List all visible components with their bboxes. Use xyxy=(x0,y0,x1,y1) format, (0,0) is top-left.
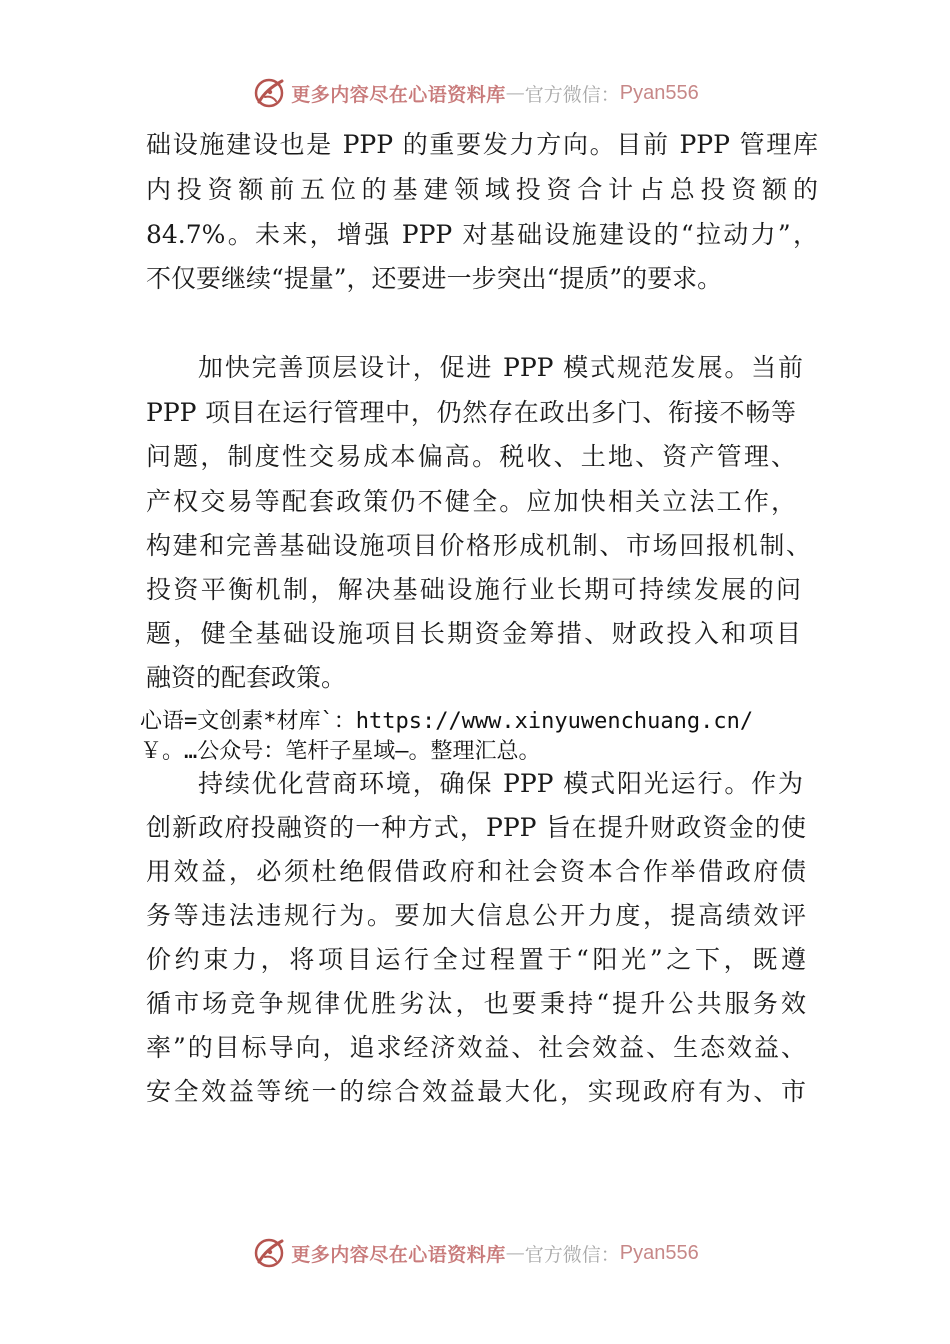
paragraph-3-line: 循市场竞争规律优胜劣汰，也要秉持“提升公共服务效 xyxy=(146,989,806,1018)
brand-logo-icon xyxy=(251,75,287,111)
paragraph-3-line: 率”的目标导向，追求经济效益、社会效益、生态效益、 xyxy=(146,1033,806,1062)
watermark-line-2: ￥。…公众号：笔杆子星域—。整理汇总。 xyxy=(140,739,541,764)
paragraph-1-line: 内投资额前五位的基建领域投资合计占总投资额的 xyxy=(146,175,818,204)
paragraph-2-line: 融资的配套政策。 xyxy=(146,663,347,692)
paragraph-2-line: PPP 项目在运行管理中，仍然存在政出多门、衔接不畅等 xyxy=(146,398,796,427)
paragraph-3-line: 创新政府投融资的一种方式，PPP 旨在提升财政资金的使 xyxy=(146,813,806,842)
header-wechat-id: Pyan556 xyxy=(619,81,699,104)
footer-banner xyxy=(0,1233,950,1273)
header-wechat-label: 官方微信： xyxy=(524,83,620,106)
paragraph-3-line: 用效益，必须杜绝假借政府和社会资本合作举借政府债 xyxy=(146,857,806,886)
footer-wechat-label: 官方微信： xyxy=(524,1243,620,1266)
paragraph-1-line: 础设施建设也是 PPP 的重要发力方向。目前 PPP 管理库 xyxy=(146,130,818,159)
paragraph-2-line: 构建和完善基础设施项目价格形成机制、市场回报机制、 xyxy=(146,531,811,560)
paragraph-3-line: 价约束力，将项目运行全过程置于“阳光”之下，既遵 xyxy=(146,945,806,974)
watermark-line-1: 心语=文创素*材库`：https://www.xinyuwenchuang.cn/ xyxy=(140,709,754,734)
paragraph-2-line: 加快完善顶层设计，促进 PPP 模式规范发展。当前 xyxy=(198,353,803,382)
paragraph-2-line: 投资平衡机制，解决基础设施行业长期可持续发展的问 xyxy=(146,575,801,604)
paragraph-3-line: 务等违法违规行为。要加大信息公开力度，提高绩效评 xyxy=(146,901,806,930)
paragraph-2-line: 题，健全基础设施项目长期资金筹措、财政投入和项目 xyxy=(146,619,801,648)
footer-separator: — xyxy=(505,1242,525,1264)
footer-wechat-id: Pyan556 xyxy=(619,1241,699,1264)
paragraph-3-line: 安全效益等统一的综合效益最大化，实现政府有为、市 xyxy=(146,1077,806,1106)
paragraph-1-line: 84.7%。未来，增强 PPP 对基础设施建设的“拉动力”， xyxy=(146,220,818,249)
header-brand-text: 更多内容尽在心语资料库 xyxy=(291,83,506,106)
paragraph-2-line: 产权交易等配套政策仍不健全。应加快相关立法工作， xyxy=(146,487,796,516)
paragraph-3-line: 持续优化营商环境，确保 PPP 模式阳光运行。作为 xyxy=(198,769,803,798)
header-banner xyxy=(0,73,950,113)
brand-logo-icon xyxy=(251,1235,287,1271)
paragraph-2-line: 问题，制度性交易成本偏高。税收、土地、资产管理、 xyxy=(146,442,796,471)
footer-brand-text: 更多内容尽在心语资料库 xyxy=(291,1243,506,1266)
paragraph-1-line: 不仅要继续“提量”，还要进一步突出“提质”的要求。 xyxy=(146,264,723,293)
header-separator: — xyxy=(505,82,525,104)
